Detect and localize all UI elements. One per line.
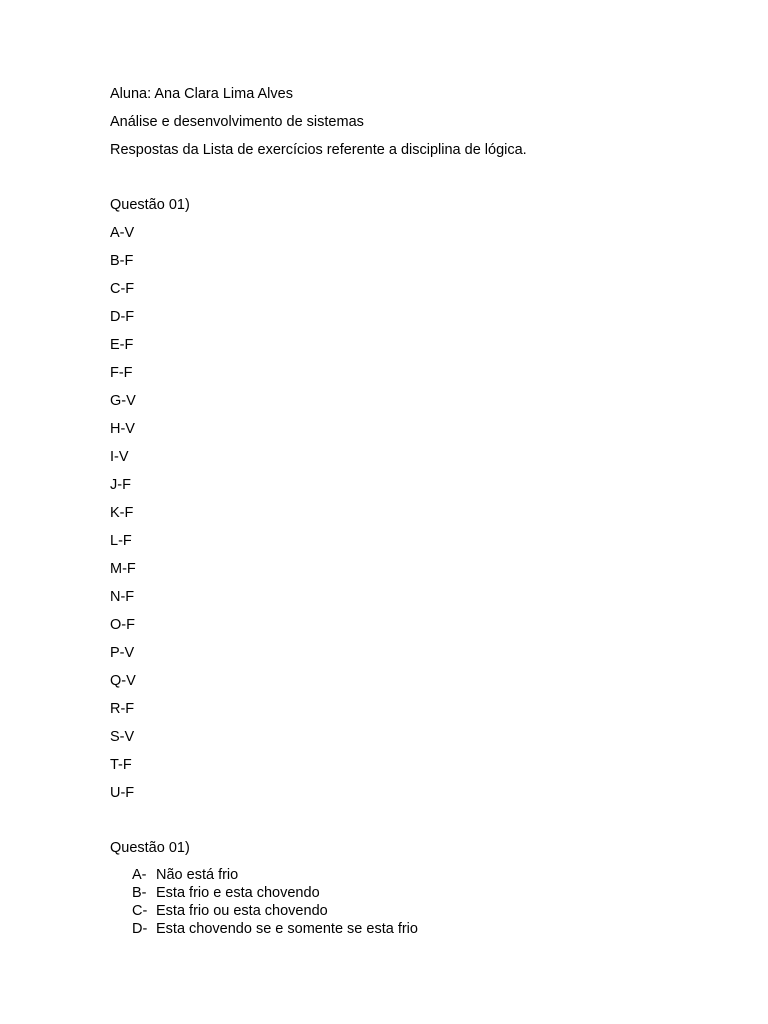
- answer-line: H-V: [110, 421, 135, 437]
- answer-line: U-F: [110, 785, 135, 801]
- student-name: Aluna: Ana Clara Lima Alves: [110, 86, 293, 102]
- answer-line: S-V: [110, 729, 135, 745]
- answer-line: A-V: [110, 225, 135, 241]
- document-description: Respostas da Lista de exercícios referente a disciplina de lógica.: [110, 142, 527, 158]
- answer-line: L-F: [110, 533, 132, 549]
- list-item-text: Esta frio ou esta chovendo: [156, 903, 328, 919]
- answer-line: O-F: [110, 617, 135, 633]
- question1-answers: [110, 223, 710, 811]
- answer-line: G-V: [110, 393, 136, 409]
- answer-line: D-F: [110, 309, 135, 325]
- list-item: [132, 920, 710, 938]
- answer-line: J-F: [110, 477, 131, 493]
- answer-line: M-F: [110, 561, 136, 577]
- answer-line: E-F: [110, 337, 134, 353]
- answer-line: K-F: [110, 505, 134, 521]
- answer-line: T-F: [110, 757, 132, 773]
- list-item-text: Esta chovendo se e somente se esta frio: [156, 921, 418, 937]
- course-name: Análise e desenvolvimento de sistemas: [110, 114, 364, 130]
- list-item: [132, 866, 710, 884]
- spacer: [110, 168, 710, 195]
- answer-line: Q-V: [110, 673, 136, 689]
- list-item-letter: B-: [132, 885, 147, 901]
- list-item-letter: A-: [132, 867, 147, 883]
- answer-line: P-V: [110, 645, 135, 661]
- question1-title: Questão 01): [110, 197, 190, 213]
- spacer: [110, 811, 710, 838]
- document-page: [110, 84, 710, 938]
- list-item-letter: C-: [132, 903, 148, 919]
- list-item: [132, 884, 710, 902]
- answer-line: F-F: [110, 365, 133, 381]
- list-item-text: Não está frio: [156, 867, 239, 883]
- list-item-text: Esta frio e esta chovendo: [156, 885, 320, 901]
- answer-line: N-F: [110, 589, 135, 605]
- question2-list: [110, 866, 710, 938]
- question2-title: Questão 01): [110, 840, 190, 856]
- list-item-letter: D-: [132, 921, 148, 937]
- answer-line: I-V: [110, 449, 129, 465]
- list-item: [132, 902, 710, 920]
- answer-line: C-F: [110, 281, 135, 297]
- answer-line: B-F: [110, 253, 134, 269]
- answer-line: R-F: [110, 701, 135, 717]
